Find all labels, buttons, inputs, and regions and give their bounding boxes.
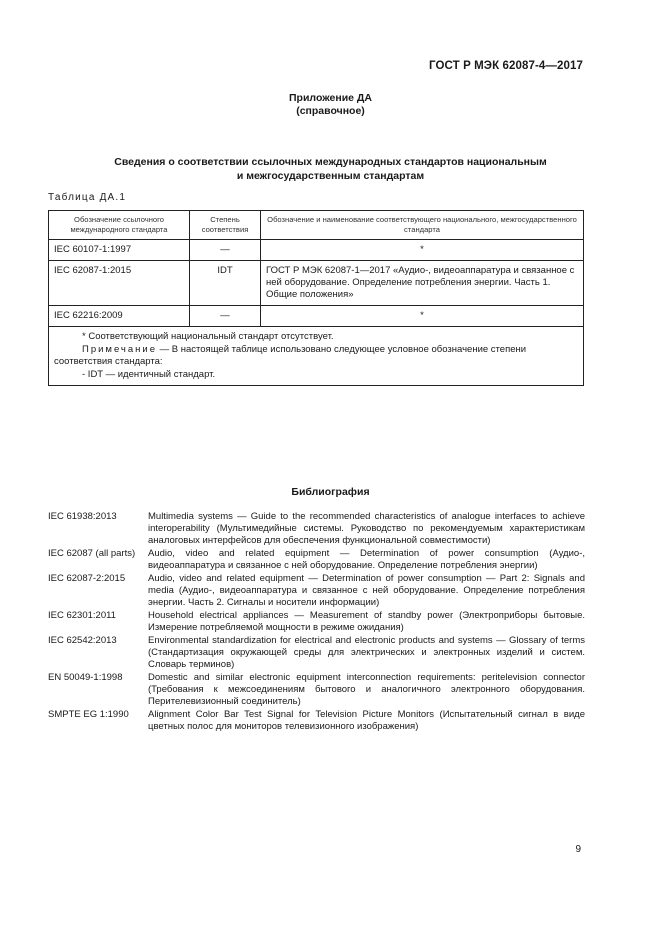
- note-list-item: - IDT — идентичный стандарт.: [82, 368, 216, 380]
- section-title-line1: Сведения о соответствии ссылочных международных стандартов национальным: [114, 156, 547, 168]
- bibliography-code: IEC 62301:2011: [48, 610, 116, 621]
- table-row: [49, 306, 584, 327]
- table-row: [49, 240, 584, 261]
- header-reference-standard: Обозначение ссылочного международного стандарта: [49, 211, 190, 240]
- table-header-row: [49, 211, 584, 240]
- bibliography-text: Audio, video and related equipment — Determination of power consumption — Part 2: Signals and media (Аудио-, видеоаппаратура и связанное с ней оборудование. Определение потребления энергии. Часть 2. Сигналы и носители информации): [148, 573, 585, 608]
- bibliography-code: SMPTE EG 1:1990: [48, 709, 129, 720]
- cell-reference: IEC 60107-1:1997: [49, 240, 190, 261]
- cell-national: ГОСТ Р МЭК 62087-1—2017 «Аудио-, видеоаппаратура и связанное с ней оборудование. Определение потребления энергии. Часть 1. Общие положения»: [261, 261, 584, 306]
- header-degree-of-conformity: Степень соответствия: [190, 211, 261, 240]
- cell-degree: IDT: [190, 261, 261, 306]
- correspondence-table: [48, 210, 584, 386]
- bibliography-code: IEC 61938:2013: [48, 511, 117, 522]
- cell-reference: IEC 62087-1:2015: [49, 261, 190, 306]
- bibliography-entry: [48, 635, 585, 671]
- note-text: — В настоящей таблице использовано следующее условное обозначение степени соответствия стандарта:: [54, 343, 527, 367]
- annex-heading: [0, 92, 661, 118]
- cell-national: *: [261, 240, 584, 261]
- table-notes-row: [49, 327, 584, 386]
- table-footnote: * Соответствующий национальный стандарт отсутствует.: [82, 331, 334, 342]
- standard-code-header: ГОСТ Р МЭК 62087-4—2017: [429, 60, 583, 72]
- bibliography-text: Domestic and similar electronic equipment interconnection requirements: peritelevision connector (Требования к межсоединениям бытового и аналогичного электронного оборудования. Перителевизионный соединитель): [148, 672, 585, 707]
- cell-reference: IEC 62216:2009: [49, 306, 190, 327]
- bibliography-list: [48, 511, 585, 734]
- table-note: [54, 344, 578, 369]
- bibliography-entry: [48, 573, 585, 609]
- bibliography-code: IEC 62542:2013: [48, 635, 117, 646]
- table-notes: [49, 327, 584, 386]
- header-national-standard: Обозначение и наименование соответствующего национального, межгосударственного стандарта: [261, 211, 584, 240]
- bibliography-text: Multimedia systems — Guide to the recommended characteristics of analogue interfaces to achieve interoperability (Мультимедийные системы. Руководство по рекомендуемым характеристикам аналоговых интерфейсов для обеспечения функциональной совместимости): [148, 511, 585, 546]
- bibliography-entry: [48, 511, 585, 547]
- bibliography-text: Household electrical appliances — Measurement of standby power (Электроприборы бытовые. Измерение потребляемой мощности в режиме ожидания): [148, 610, 585, 633]
- bibliography-entry: [48, 610, 585, 634]
- table-row: [49, 261, 584, 306]
- cell-degree: —: [190, 240, 261, 261]
- bibliography-title: Библиография: [291, 486, 370, 498]
- bibliography-entry: [48, 672, 585, 708]
- page-number: 9: [575, 844, 581, 855]
- bibliography-entry: [48, 548, 585, 572]
- bibliography-text: Environmental standardization for electrical and electronic products and systems — Glossary of terms (Стандартизация окружающей среды для электрических и электронных изделий и систем. Словарь терминов): [148, 635, 585, 670]
- section-heading: [0, 155, 661, 183]
- bibliography-code: IEC 62087 (all parts): [48, 548, 136, 559]
- table-caption: Таблица ДА.1: [48, 192, 127, 203]
- note-label: Примечание: [82, 343, 157, 355]
- section-title-line2: и межгосударственным стандартам: [236, 170, 425, 182]
- bibliography-code: IEC 62087-2:2015: [48, 573, 126, 584]
- bibliography-text: Audio, video and related equipment — Determination of power consumption (Аудио-, видеоаппаратура и связанное с ней оборудование. Определение потребления энергии): [148, 548, 585, 571]
- cell-degree: —: [190, 306, 261, 327]
- annex-title: Приложение ДА: [289, 92, 372, 104]
- bibliography-text: Alignment Color Bar Test Signal for Television Picture Monitors (Испытательный сигнал в виде цветных полос для мониторов телевизионного изображения): [148, 709, 585, 732]
- cell-national: *: [261, 306, 584, 327]
- annex-subtitle: (справочное): [296, 105, 365, 117]
- bibliography-entry: [48, 709, 585, 733]
- bibliography-code: EN 50049-1:1998: [48, 672, 123, 683]
